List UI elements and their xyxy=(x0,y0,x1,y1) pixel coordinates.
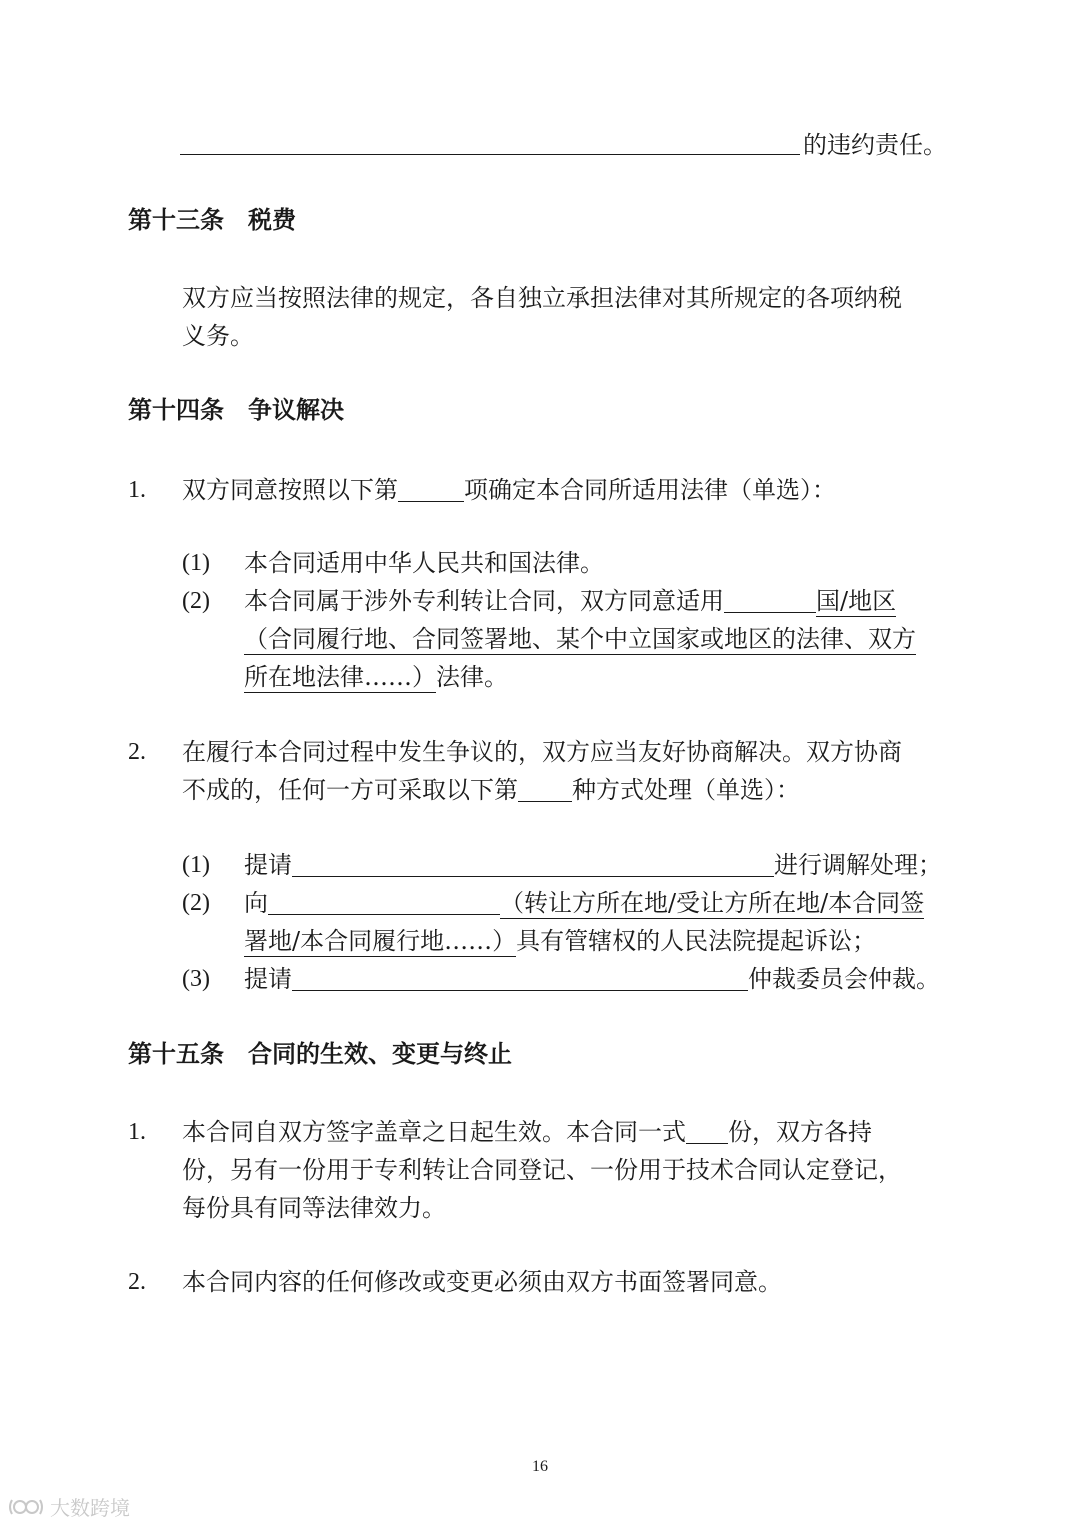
option-1-2-line2: （合同履行地、合同签署地、某个中立国家或地区的法律、双方 xyxy=(244,625,916,653)
item-1-number: 1. xyxy=(128,477,146,503)
option-1-2-number: (2) xyxy=(182,588,210,614)
country-region-blank xyxy=(724,588,816,613)
article-13-text-line1: 双方应当按照法律的规定，各自独立承担法律对其所规定的各项纳税 xyxy=(182,284,902,312)
item-2-line1: 在履行本合同过程中发生争议的，双方应当友好协商解决。双方协商 xyxy=(182,738,902,766)
option-2-2-line1: 向 （转让方所在地/受让方所在地/本合同签 xyxy=(244,889,925,917)
clause-1-line1: 本合同自双方签字盖章之日起生效。本合同一式 份，双方各持 xyxy=(182,1118,872,1146)
clause-2-text: 本合同内容的任何修改或变更必须由双方书面签署同意。 xyxy=(182,1268,782,1296)
option-1-2-line1: 本合同属于涉外专利转让合同，双方同意适用 国/地区 xyxy=(244,587,897,615)
option-1-1-number: (1) xyxy=(182,550,210,576)
item-2-line2: 不成的，任何一方可采取以下第 种方式处理（单选）： xyxy=(182,776,800,804)
item-2-choice-blank xyxy=(518,777,572,802)
option-1-1-text: 本合同适用中华人民共和国法律。 xyxy=(244,549,604,577)
clause-1-number: 1. xyxy=(128,1119,146,1145)
article-14-heading: 第十四条 争议解决 xyxy=(128,395,344,424)
option-2-3-number: (3) xyxy=(182,966,210,992)
item-1-text: 双方同意按照以下第 项确定本合同所适用法律（单选）： xyxy=(182,476,836,504)
clause-1-line3: 每份具有同等法律效力。 xyxy=(182,1194,446,1222)
option-2-3-text: 提请 仲裁委员会仲裁。 xyxy=(244,965,940,993)
dashuju-logo-icon xyxy=(6,1494,46,1520)
clause-1-line2: 份，另有一份用于专利转让合同登记、一份用于技术合同认定登记， xyxy=(182,1156,902,1184)
option-2-2-line2: 署地/本合同履行地……）具有管辖权的人民法院提起诉讼； xyxy=(244,927,877,955)
option-2-1-text: 提请 进行调解处理； xyxy=(244,851,942,879)
watermark xyxy=(6,1492,130,1521)
court-location-blank xyxy=(268,890,500,915)
option-2-2-number: (2) xyxy=(182,890,210,916)
copies-count-blank xyxy=(686,1119,728,1144)
article-13-text-line2: 义务。 xyxy=(182,322,254,350)
breach-liability-suffix: 的违约责任。 xyxy=(803,131,947,159)
arbitration-org-blank xyxy=(292,966,748,991)
option-1-2-line3: 所在地法律……）法律。 xyxy=(244,663,508,691)
option-2-1-number: (1) xyxy=(182,852,210,878)
article-13-heading: 第十三条 税费 xyxy=(128,205,296,234)
watermark-text: 大数跨境 xyxy=(50,1496,130,1520)
item-1-choice-blank xyxy=(398,477,464,502)
breach-liability-blank xyxy=(180,130,800,155)
mediation-org-blank xyxy=(292,852,774,877)
page-number: 16 xyxy=(532,1458,548,1475)
clause-2-number: 2. xyxy=(128,1269,146,1295)
item-2-number: 2. xyxy=(128,739,146,765)
article-15-heading: 第十五条 合同的生效、变更与终止 xyxy=(128,1039,512,1068)
